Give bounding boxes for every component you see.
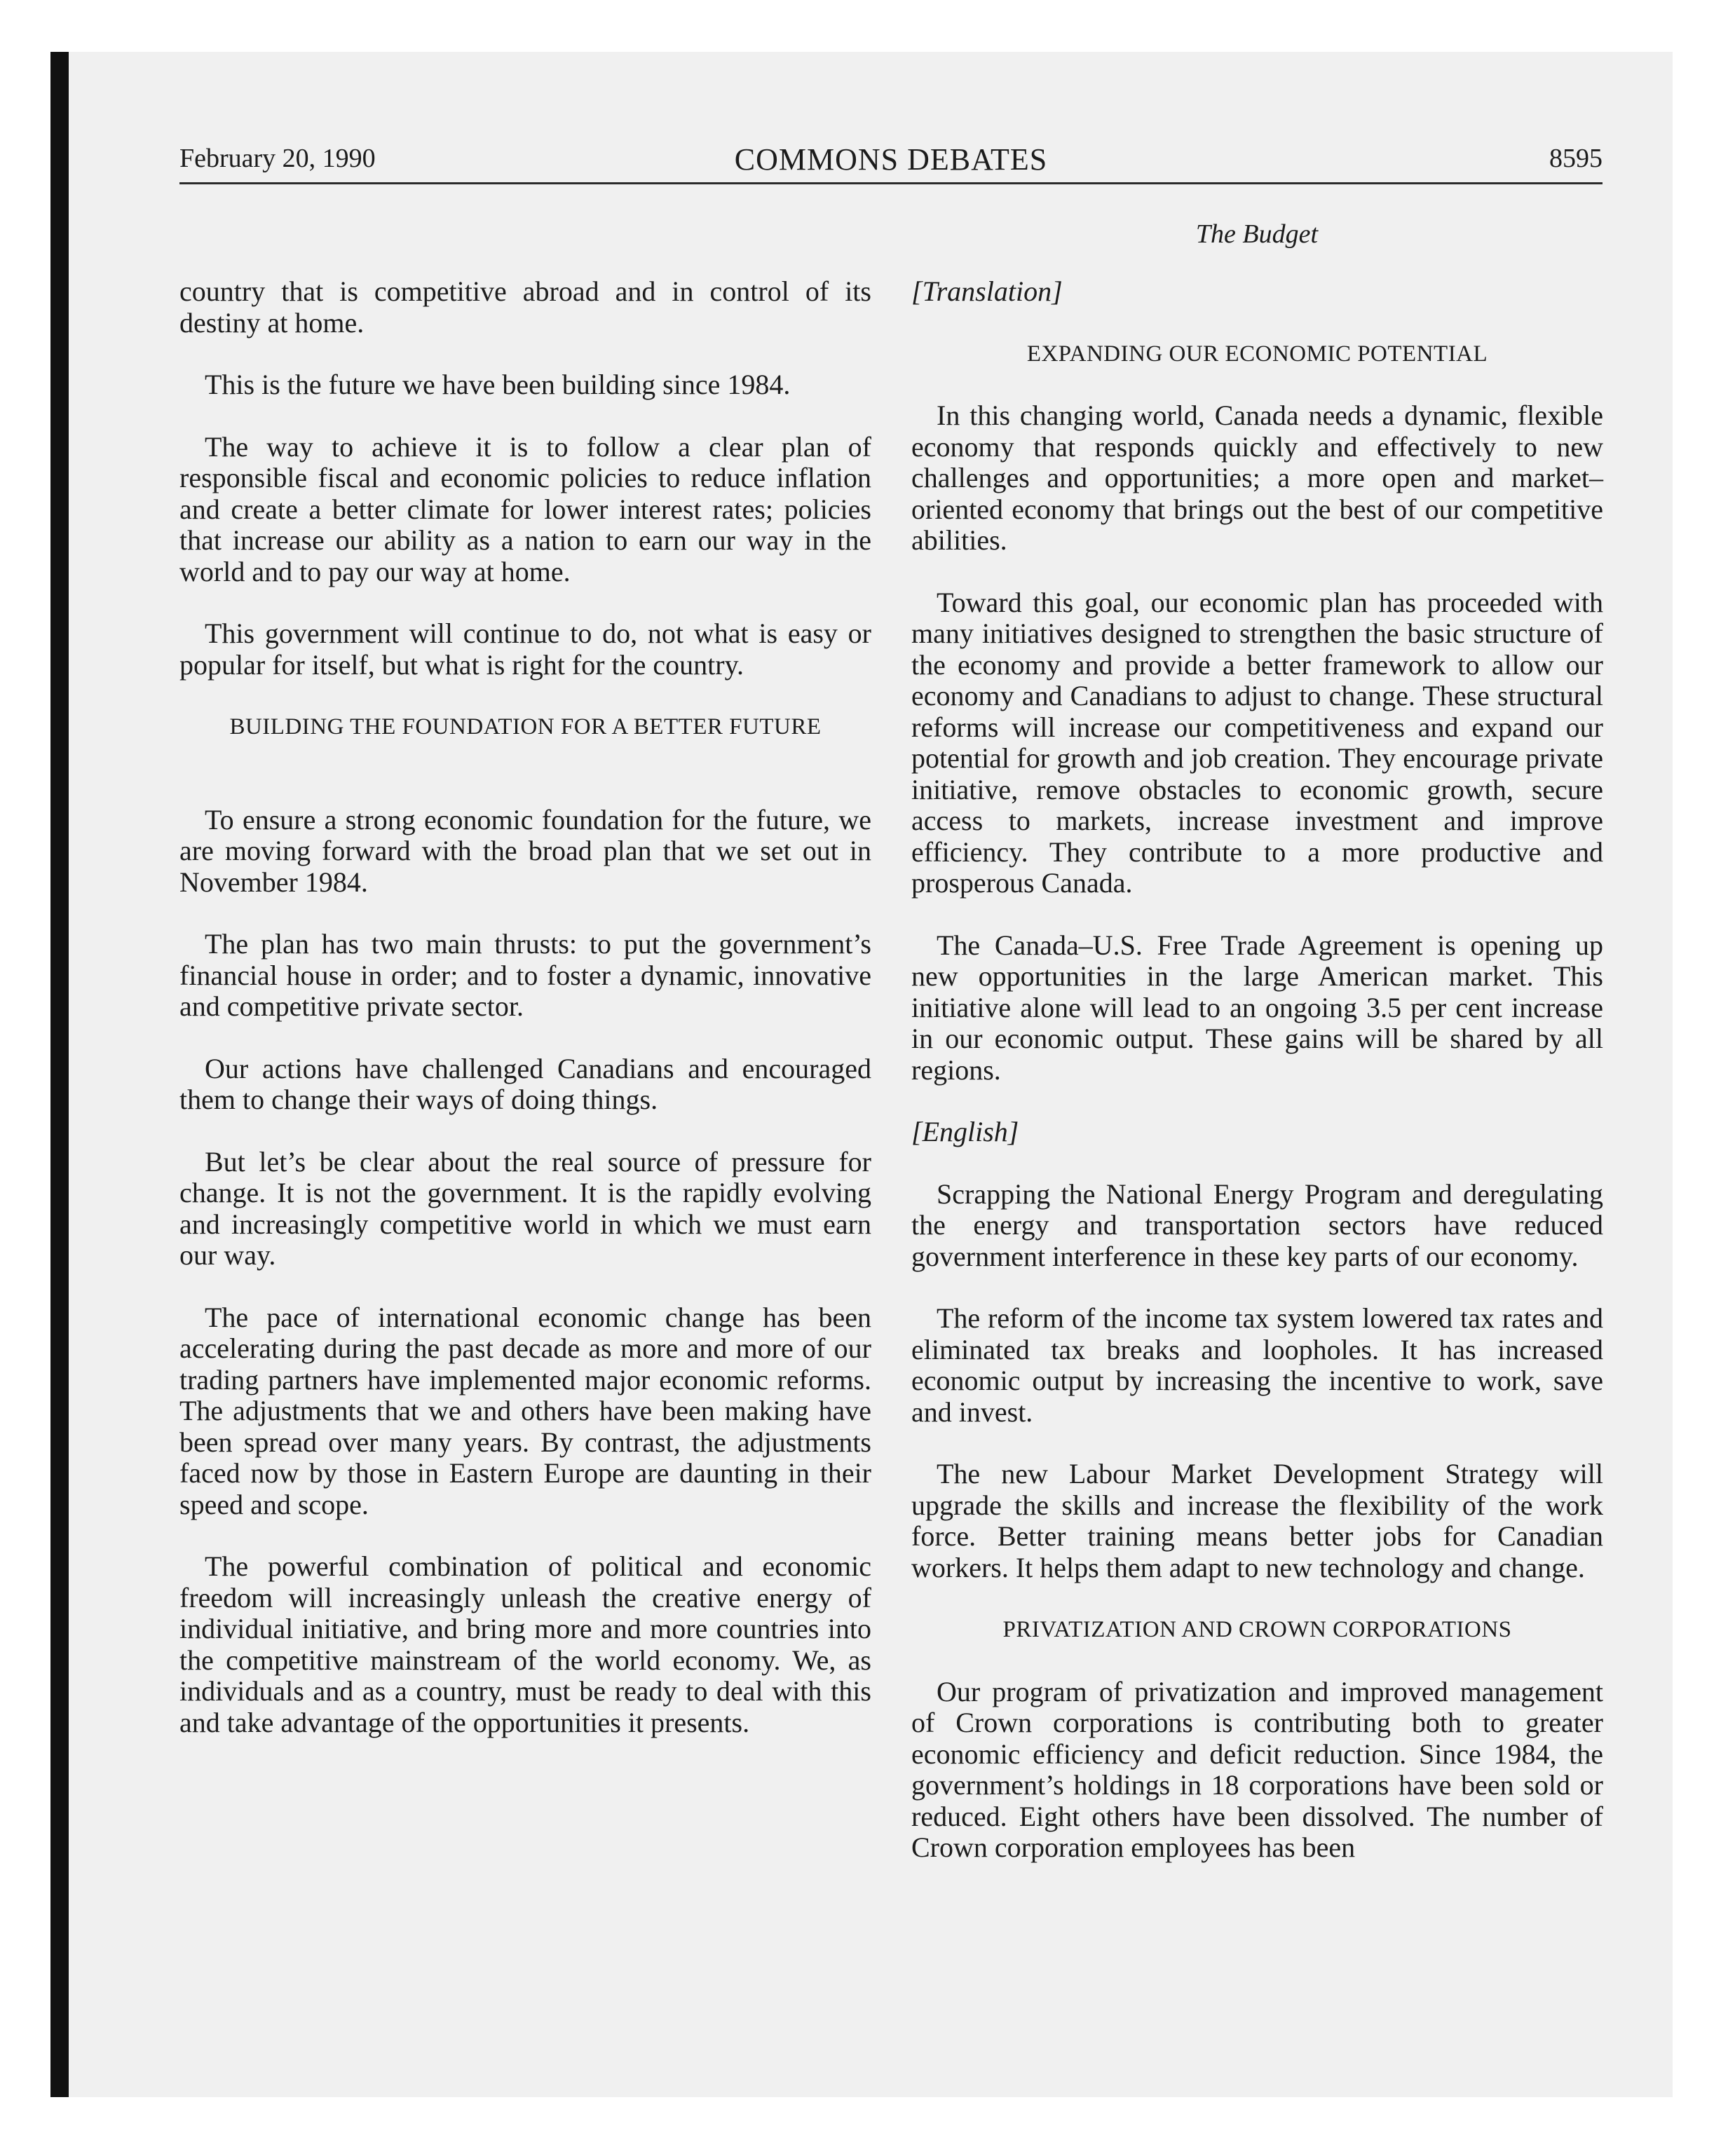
paragraph: Our actions have challenged Canadians and encouraged them to change their ways of doing things. [179,1052,871,1115]
paragraph: To ensure a strong economic foundation for the future, we are moving forward with the broad plan that we set out in November 1984. [179,803,871,898]
paragraph: The powerful combination of political and economic freedom will increasingly unleash the creative energy of individual initiative, and bring more and more countries into the competitive mainstream of the world economy. We, as individuals and as a country, must be ready to deal with this and take advantage of the opportunities it presents. [179,1550,871,1738]
paragraph: This government will continue to do, not what is easy or popular for itself, but what is right for the country. [179,618,871,681]
language-tag: [Translation] [911,275,1063,307]
paragraph: The reform of the income tax system lowered tax rates and eliminated tax breaks and loopholes. It has increased economic output by increasing the incentive to work, save and invest. [911,1302,1603,1428]
section-title: The Budget [1195,219,1319,249]
subheading: BUILDING THE FOUNDATION FOR A BETTER FUTURE [229,714,822,739]
paragraph: The new Labour Market Development Strategy will upgrade the skills and increase the flexibility of the work force. Better training means better jobs for Canadian workers. It helps them adapt to new technology and change. [911,1458,1603,1583]
header-page-number: 8595 [1549,144,1603,173]
language-tag: [English] [911,1116,1019,1147]
paragraph: country that is competitive abroad and in control of its destiny at home. [179,275,871,339]
right-column [911,276,1603,1895]
header-publication: COMMONS DEBATES [734,142,1048,177]
paragraph: Scrapping the National Energy Program and deregulating the energy and transportation sectors have reduced government interference in these key parts of our economy. [911,1178,1603,1272]
paragraph: But let’s be clear about the real source of pressure for change. It is not the government. It is the rapidly evolving and increasingly competitive world in which we must earn our way. [179,1145,871,1271]
paragraph: Toward this goal, our economic plan has proceeded with many initiatives designed to strengthen the basic structure of the economy and provide a better framework to allow our economy and Canadians to adjust to change. These structural reforms will increase our competitiveness and expand our potential for growth and job creation. They encourage private initiative, remove obstacles to economic growth, secure access to markets, increase investment and improve efficiency. They contribute to a more productive and prosperous Canada. [911,586,1603,899]
paragraph: This is the future we have been building since 1984. [205,369,791,400]
paragraph: The way to achieve it is to follow a clear plan of responsible fiscal and economic policies to reduce inflation and create a better climate for lower interest rates; policies that increase our ability as a nation to earn our way in the world and to pay our way at home. [179,430,871,587]
header-date: February 20, 1990 [179,144,376,173]
left-column [179,276,871,1769]
paragraph: Our program of privatization and improved management of Crown corporations is contributing both to greater economic efficiency and deficit reduction. Since 1984, the government’s holdings in 18 corporations have been sold or reduced. Eight others have been dissolved. The number of Crown corporation employees has been [911,1675,1603,1863]
paragraph: In this changing world, Canada needs a dynamic, flexible economy that responds quickly and effectively to new challenges and opportunities; a more open and market–oriented economy that brings out the best of our competitive abilities. [911,400,1603,556]
paragraph: The pace of international economic change has been accelerating during the past decade as more and more of our trading partners have implemented major economic reforms. The adjustments that we and others have been making have been spread over many years. By contrast, the adjustments faced now by those in Eastern Europe are daunting in their speed and scope. [179,1301,871,1520]
subheading: PRIVATIZATION AND CROWN CORPORATIONS [1002,1617,1512,1642]
paragraph: The Canada–U.S. Free Trade Agreement is opening up new opportunities in the large American market. This initiative alone will lead to an ongoing 3.5 per cent increase in our economic output. These gains will be shared by all regions. [911,929,1603,1086]
paragraph: The plan has two main thrusts: to put the government’s financial house in order; and to foster a dynamic, innovative and competitive private sector. [179,928,871,1022]
subheading: EXPANDING OUR ECONOMIC POTENTIAL [1026,341,1488,367]
running-header [179,139,1603,184]
